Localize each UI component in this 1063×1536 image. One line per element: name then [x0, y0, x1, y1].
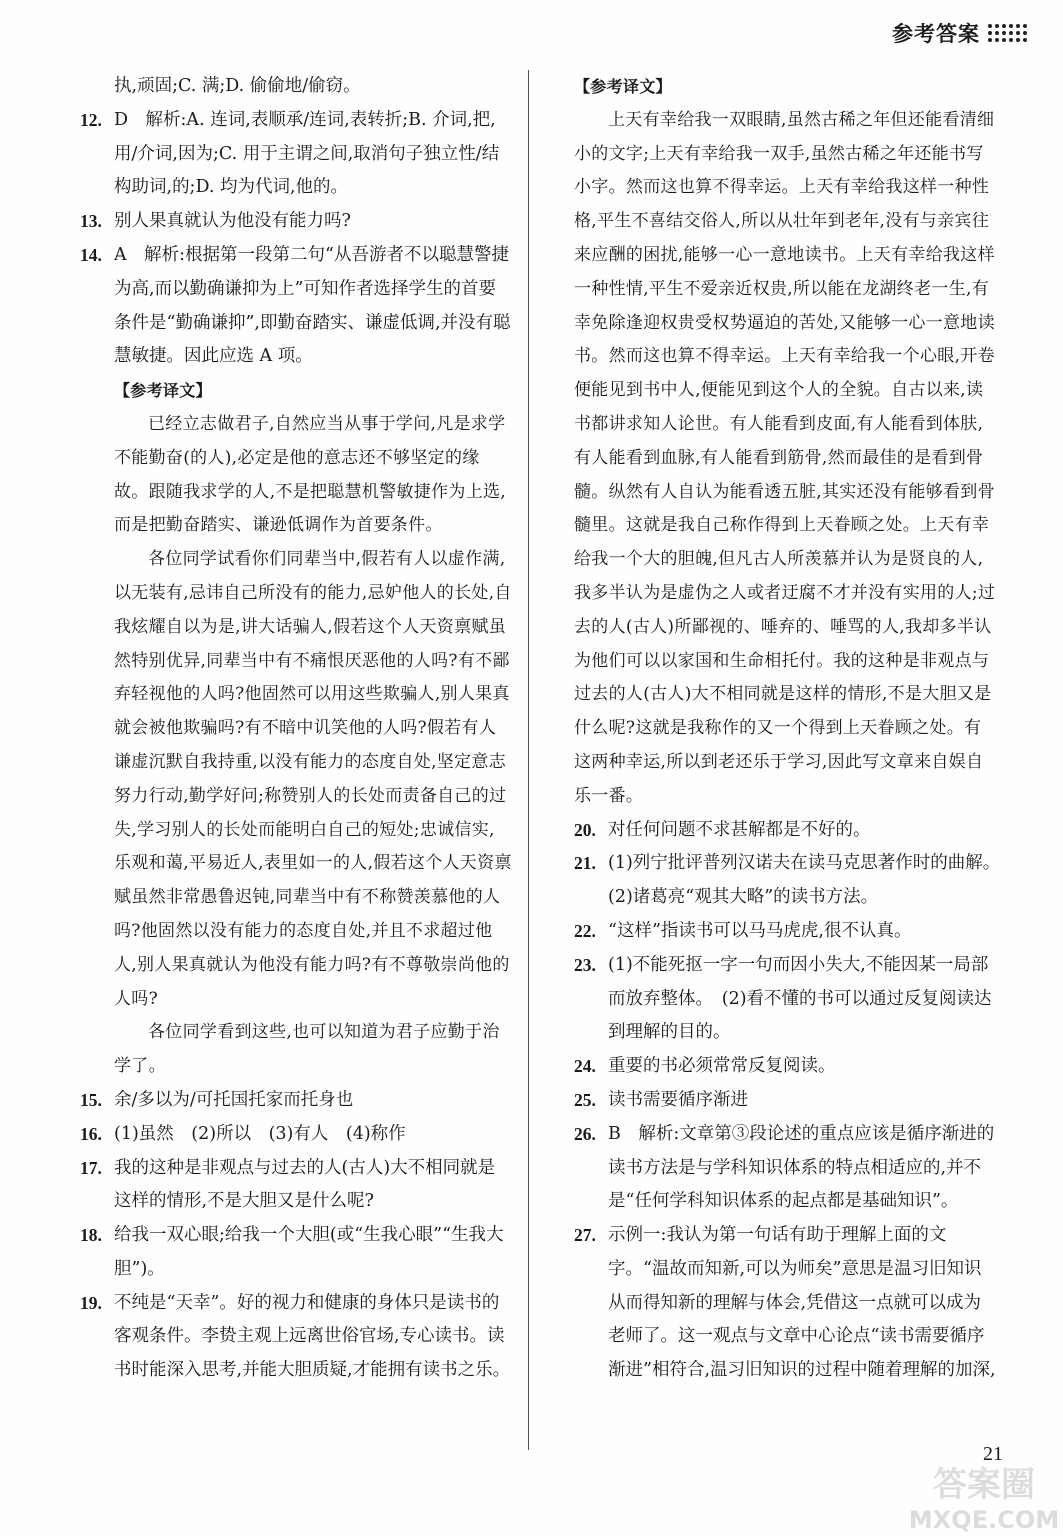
column-divider: [528, 70, 529, 1450]
answer-text: 对任何问题不求甚解都是不好的。: [608, 819, 871, 840]
answer-number: 26.: [574, 1123, 596, 1144]
answer-15: [80, 1084, 512, 1118]
answer-26: [574, 1118, 998, 1219]
dots-decoration-icon: [988, 24, 1027, 42]
answer-16: [80, 1118, 512, 1152]
answer-number: 24.: [574, 1056, 596, 1077]
answer-text: 给我一双心眼;给我一个大胆(或“生我心眼”“生我大胆”)。: [114, 1225, 504, 1279]
translation-paragraph: 上天有幸给我一双眼睛,虽然古稀之年但还能看清细小的文字;上天有幸给我一双手,虽然古稀之年还能书写小字。然而这也算不得幸运。上天有幸给我这样一种性格,平生不喜结交俗人,所以从壮年到老年,没有与亲宾往来应酬的困扰,能够一心一意地读书。上天有幸给我这样一种性情,平生不爱亲近权贵,所以能在龙湖终老一生,有幸免除逢迎权贵受权势逼迫的苦处,又能够一心一意地读书。然而这也算不得幸运。上天有幸给我一个心眼,开卷便能见到书中人,便能见到这个人的全貌。自古以来,读书都讲求知人论世。有人能看到皮面,有人能看到体肤,有人能看到血脉,有人能看到筋骨,然而最佳的是看到骨髓。纵然有人自认为能看透五脏,其实还没有能够看到骨髓里。这就是我自己称作得到上天眷顾之处。上天有幸给我一个大的胆魄,但凡古人所羡慕并认为是贤良的人,我多半认为是虚伪之人或者迂腐不才并没有实用的人;过去的人(古人)所鄙视的、唾弃的、唾骂的人,我却多半认为他们可以以家国和生命相托付。我的这种是非观点与过去的人(古人)大不相同就是这样的情形,不是大胆又是什么呢?这就是我称作的又一个得到上天眷顾之处。有这两种幸运,所以到老还乐于学习,因此写文章来自娱自乐一番。: [574, 109, 996, 806]
answer-number: 22.: [574, 920, 596, 941]
answer-text: (1)不能死抠一字一句而因小失大,不能因某一局部而放弃整体。 (2)看不懂的书可以通过反复阅读达到理解的目的。: [608, 954, 992, 1043]
answer-25: [574, 1084, 998, 1118]
answer-text: 我的这种是非观点与过去的人(古人)大不相同就是这样的情形,不是大胆又是什么呢?: [114, 1157, 496, 1212]
translation-paragraph: 各位同学试看你们同辈当中,假若有人以虚作满,以无装有,忌讳自己所没有的能力,忌妒他人的长处,自我炫耀自以为是,讲大话骗人,假若这个人天资禀赋虽然特别优异,同辈当中有不痛恨厌恶他的人吗?有不鄙弃轻视他的人吗?他固然可以用这些欺骗人,别人果真就会被他欺骗吗?有不暗中讥笑他的人吗?假若有人谦虚沉默自我持重,以没有能力的态度自处,坚定意志努力行动,勤学好问;称赞别人的长处而责备自己的过失,学习别人的长处而能明白自己的短处;忠诚信实,乐观和蔼,平易近人,表里如一的人,假若这个人天资禀赋虽然非常愚鲁迟钝,同辈当中有不称赞羡慕他的人吗?他固然以没有能力的态度自处,并且不求超过他人,别人果真就认为他没有能力吗?有不尊敬崇尚他的人吗?: [114, 549, 512, 1009]
reference-translation-label: 【参考译文】: [574, 77, 672, 96]
answer-text: 示例一:我认为第一句话有助于理解上面的文字。“温故而知新,可以为师矣”意思是温习旧知识从而得知新的理解与体会,凭借这一点就可以成为老师了。这一观点与文章中心论点“读书需要循序渐进”相符合,温习旧知识的过程中随着理解的加深,: [608, 1225, 996, 1381]
answer-18: [80, 1219, 512, 1287]
answer-23: [574, 949, 998, 1050]
answer-27: [574, 1219, 998, 1388]
reference-translation-label: 【参考译文】: [114, 381, 212, 401]
continued-line: 执,顽固;C. 满;D. 偷偷地/偷窃。: [114, 76, 361, 96]
answer-13: [80, 205, 512, 239]
answer-number: 16.: [80, 1123, 102, 1144]
answer-number: 14.: [80, 244, 102, 265]
answer-24: [574, 1050, 998, 1084]
watermark-line1: 答案圈: [933, 1465, 1035, 1505]
header-title: 参考答案: [892, 22, 980, 46]
answer-text: 重要的书必须常常反复阅读。: [608, 1056, 836, 1077]
watermark-line2: MXQE.COM: [909, 1506, 1059, 1534]
answer-number: 20.: [574, 819, 596, 840]
answer-19: [80, 1287, 512, 1388]
answer-number: 15.: [80, 1089, 102, 1110]
translation-paragraph: 各位同学看到这些,也可以知道为君子应勤于治学了。: [114, 1022, 500, 1077]
answer-number: 13.: [80, 211, 102, 232]
answer-20: [574, 814, 998, 848]
answer-number: 27.: [574, 1225, 596, 1246]
answer-text: “这样”指读书可以马马虎虎,很不认真。: [608, 920, 912, 941]
left-column: [80, 70, 512, 1388]
answer-22: [574, 915, 998, 949]
answer-21: [574, 847, 1010, 915]
answer-number: 25.: [574, 1089, 596, 1110]
answer-text: (1)虽然 (2)所以 (3)有人 (4)称作: [114, 1123, 406, 1144]
answer-17: [80, 1152, 512, 1220]
answer-text: A 解析:根据第一段第二句“从吾游者不以聪慧警捷为高,而以勤确谦抑为上”可知作者选择学生的首要条件是“勤确谦抑”,即勤奋踏实、谦虚低调,并没有聪慧敏捷。因此应选 A 项。: [114, 244, 511, 367]
answer-text: D 解析:A. 连词,表顺承/连词,表转折;B. 介词,把,用/介词,因为;C. 用于主谓之间,取消句子独立性/结构助词,的;D. 均为代词,他的。: [114, 109, 500, 198]
answer-number: 21.: [574, 853, 596, 874]
answer-text: 不纯是“天幸”。好的视力和健康的身体只是读书的客观条件。李贽主观上远离世俗官场,专心读书。读书时能深入思考,并能大胆质疑,才能拥有读书之乐。: [114, 1292, 511, 1381]
answer-number: 18.: [80, 1225, 102, 1246]
answer-text: 别人果真就认为他没有能力吗?: [114, 211, 351, 232]
answer-text: (1)列宁批评普列汉诺夫在读马克思著作时的曲解。 (2)诸葛亮“观其大略”的读书方法。: [608, 853, 1010, 908]
page-header: [892, 18, 1027, 48]
answer-12: [80, 104, 512, 205]
right-column: [574, 70, 1010, 1388]
answer-text: B 解析:文章第③段论述的重点应该是循序渐进的读书方法是与学科知识体系的特点相适应的,并不是“任何学科知识体系的起点都是基础知识”。: [608, 1123, 995, 1212]
answer-number: 17.: [80, 1157, 102, 1178]
translation-paragraph: 已经立志做君子,自然应当从事于学问,凡是求学不能勤奋(的人),必定是他的意志还不够坚定的缘故。跟随我求学的人,不是把聪慧机警敏捷作为上选,而是把勤奋踏实、谦逊低调作为首要条件。: [114, 413, 507, 536]
answer-number: 23.: [574, 954, 596, 975]
translation-block: [114, 374, 512, 1084]
answer-text: 余/多以为/可托国托家而托身也: [114, 1089, 354, 1110]
watermark-logo: [909, 1456, 1059, 1536]
answer-text: 读书需要循序渐进: [608, 1089, 748, 1110]
answer-number: 19.: [80, 1292, 102, 1313]
page-number: 21: [983, 1443, 1003, 1465]
answer-number: 12.: [80, 109, 102, 130]
answer-14: [80, 239, 512, 374]
translation-block: [574, 70, 998, 814]
